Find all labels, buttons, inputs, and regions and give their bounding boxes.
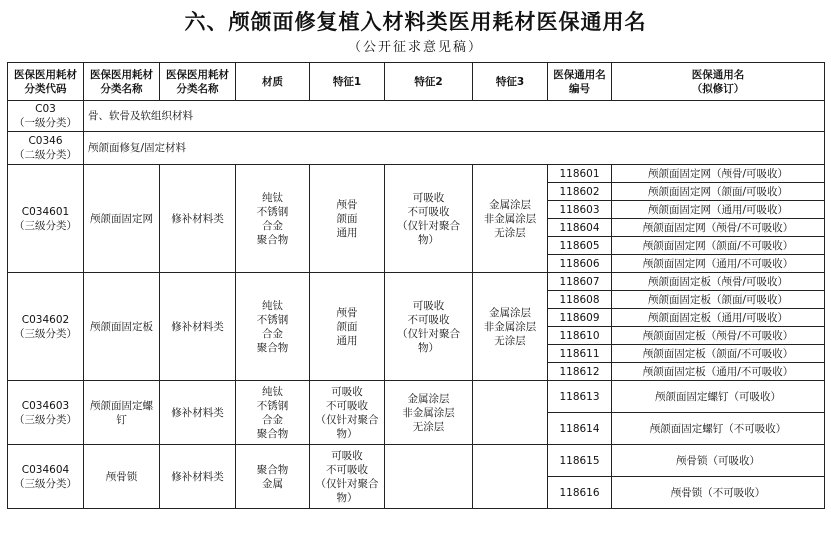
group-name2: 修补材料类 <box>160 273 236 381</box>
group-feature1: 颅骨 颌面 通用 <box>310 165 385 273</box>
group-name1: 颅骨锁 <box>84 445 160 509</box>
group-feature1: 可吸收 不可吸收 （仅针对聚合 物） <box>310 381 385 445</box>
group-feature3 <box>473 381 548 445</box>
item-name: 颅颌面固定螺钉（不可吸收） <box>612 413 825 445</box>
item-number: 118608 <box>548 291 612 309</box>
group-feature2: 可吸收 不可吸收 （仅针对聚合 物） <box>385 165 473 273</box>
level2-name: 颅颌面修复/固定材料 <box>84 132 825 165</box>
group-feature1: 可吸收 不可吸收 （仅针对聚合 物） <box>310 445 385 509</box>
header-generic-code: 医保通用名 编号 <box>548 63 612 101</box>
item-name: 颅颌面固定网（通用/不可吸收） <box>612 255 825 273</box>
item-number: 118604 <box>548 219 612 237</box>
table-row <box>8 445 825 477</box>
level2-code: C0346 （二级分类） <box>8 132 84 165</box>
item-number: 118603 <box>548 201 612 219</box>
group-feature3 <box>473 445 548 509</box>
item-number: 118614 <box>548 413 612 445</box>
item-name: 颅颌面固定网（通用/可吸收） <box>612 201 825 219</box>
catalog-table <box>7 62 825 509</box>
item-name: 颅颌面固定网（颅骨/可吸收） <box>612 165 825 183</box>
group-name2: 修补材料类 <box>160 381 236 445</box>
level1-name: 骨、软骨及软组织材料 <box>84 101 825 132</box>
item-number: 118607 <box>548 273 612 291</box>
item-number: 118615 <box>548 445 612 477</box>
group-name2: 修补材料类 <box>160 445 236 509</box>
item-number: 118610 <box>548 327 612 345</box>
table-row <box>8 165 825 183</box>
group-feature1: 颅骨 颌面 通用 <box>310 273 385 381</box>
item-number: 118612 <box>548 363 612 381</box>
group-feature2: 可吸收 不可吸收 （仅针对聚合 物） <box>385 273 473 381</box>
item-name: 颅颌面固定板（颌面/不可吸收） <box>612 345 825 363</box>
item-name: 颅颌面固定螺钉（可吸收） <box>612 381 825 413</box>
item-number: 118601 <box>548 165 612 183</box>
level1-row <box>8 101 825 132</box>
group-feature3: 金属涂层 非金属涂层 无涂层 <box>473 165 548 273</box>
item-name: 颅颌面固定网（颌面/可吸收） <box>612 183 825 201</box>
item-name: 颅颌面固定板（通用/不可吸收） <box>612 363 825 381</box>
group-code: C034604 （三级分类） <box>8 445 84 509</box>
item-name: 颅颌面固定板（颌面/可吸收） <box>612 291 825 309</box>
group-name1: 颅颌面固定螺 钉 <box>84 381 160 445</box>
group-code: C034601 （三级分类） <box>8 165 84 273</box>
item-number: 118605 <box>548 237 612 255</box>
page-subtitle: （公开征求意见稿） <box>347 40 483 55</box>
group-material: 纯钛 不锈钢 合金 聚合物 <box>236 165 310 273</box>
group-code: C034602 （三级分类） <box>8 273 84 381</box>
table-row <box>8 273 825 291</box>
item-name: 颅骨锁（不可吸收） <box>612 477 825 509</box>
page-title: 六、颅颌面修复植入材料类医用耗材医保通用名 <box>184 9 647 34</box>
header-feature3: 特征3 <box>473 63 548 101</box>
level1-code: C03 （一级分类） <box>8 101 84 132</box>
group-name1: 颅颌面固定网 <box>84 165 160 273</box>
group-name1: 颅颌面固定板 <box>84 273 160 381</box>
group-material: 聚合物 金属 <box>236 445 310 509</box>
header-row <box>8 63 825 101</box>
group-feature2: 金属涂层 非金属涂层 无涂层 <box>385 381 473 445</box>
group-name2: 修补材料类 <box>160 165 236 273</box>
group-material: 纯钛 不锈钢 合金 聚合物 <box>236 381 310 445</box>
item-name: 颅颌面固定网（颌面/不可吸收） <box>612 237 825 255</box>
item-number: 118609 <box>548 309 612 327</box>
item-number: 118613 <box>548 381 612 413</box>
item-number: 118606 <box>548 255 612 273</box>
item-name: 颅颌面固定板（颅骨/可吸收） <box>612 273 825 291</box>
header-code: 医保医用耗材 分类代码 <box>8 63 84 101</box>
header-material: 材质 <box>236 63 310 101</box>
item-name: 颅颌面固定板（通用/可吸收） <box>612 309 825 327</box>
level2-row <box>8 132 825 165</box>
header-name2: 医保医用耗材 分类名称 <box>160 63 236 101</box>
item-number: 118611 <box>548 345 612 363</box>
group-feature3: 金属涂层 非金属涂层 无涂层 <box>473 273 548 381</box>
header-feature1: 特征1 <box>310 63 385 101</box>
item-name: 颅颌面固定板（颅骨/不可吸收） <box>612 327 825 345</box>
header-feature2: 特征2 <box>385 63 473 101</box>
table-row <box>8 381 825 413</box>
group-code: C034603 （三级分类） <box>8 381 84 445</box>
header-name1: 医保医用耗材 分类名称 <box>84 63 160 101</box>
item-name: 颅颌面固定网（颅骨/不可吸收） <box>612 219 825 237</box>
item-number: 118602 <box>548 183 612 201</box>
item-name: 颅骨锁（可吸收） <box>612 445 825 477</box>
item-number: 118616 <box>548 477 612 509</box>
group-material: 纯钛 不锈钢 合金 聚合物 <box>236 273 310 381</box>
group-feature2 <box>385 445 473 509</box>
header-generic-name: 医保通用名 （拟修订） <box>612 63 825 101</box>
